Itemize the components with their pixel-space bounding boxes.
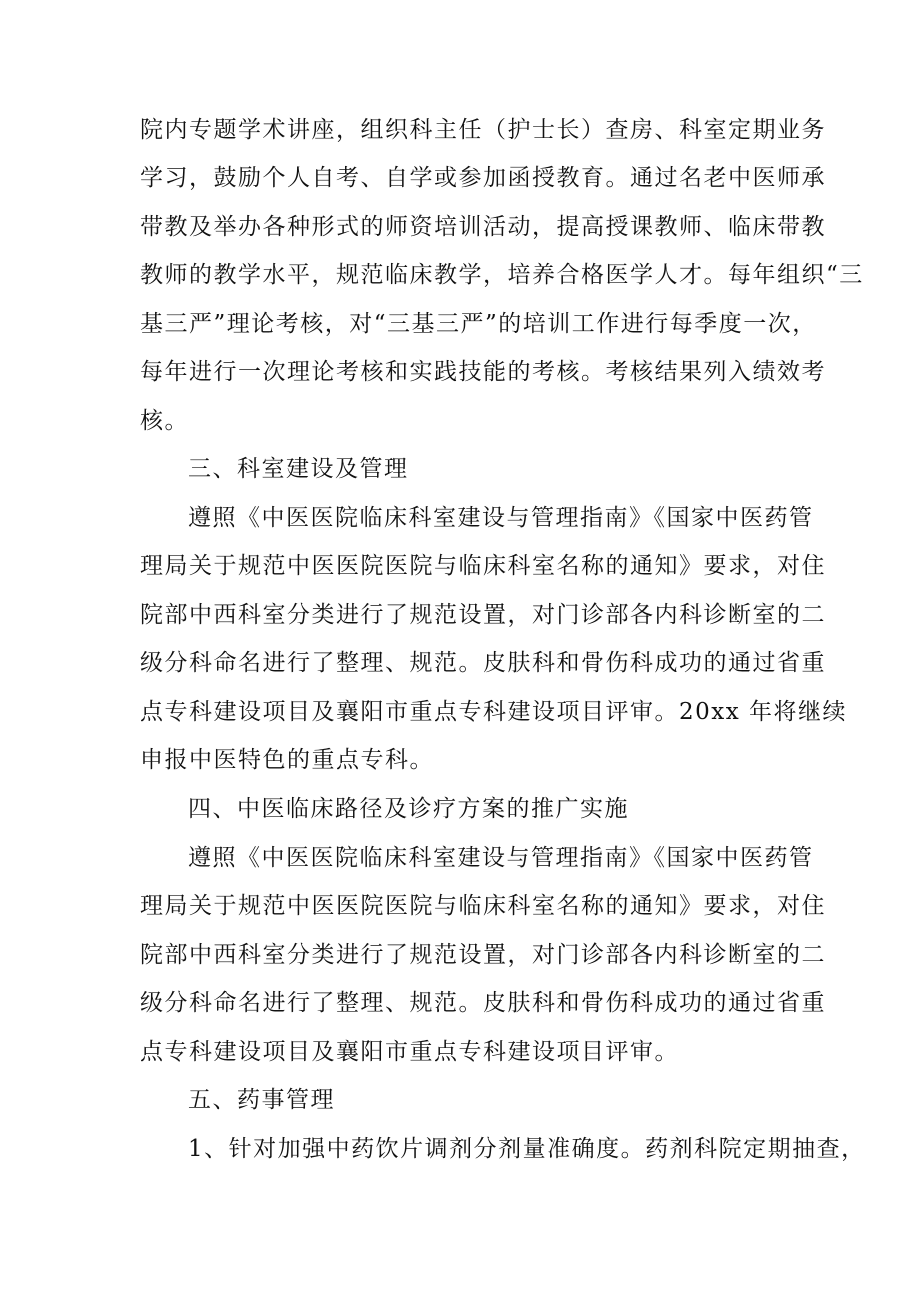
paragraph-line: 学习，鼓励个人自考、自学或参加函授教育。通过名老中医师承 <box>140 165 826 191</box>
section-heading: 五、药事管理 <box>188 1087 335 1113</box>
paragraph-line: 核。 <box>140 408 189 434</box>
paragraph-line: 点专科建设项目及襄阳市重点专科建设项目评审。20xx 年将继续 <box>140 699 848 725</box>
section-heading: 四、中医临床路径及诊疗方案的推广实施 <box>188 796 629 822</box>
paragraph-line: 1、针对加强中药饮片调剂分剂量准确度。药剂科院定期抽查， <box>188 1136 866 1162</box>
paragraph-line: 点专科建设项目及襄阳市重点专科建设项目评审。 <box>140 1039 679 1065</box>
paragraph-line: 院部中西科室分类进行了规范设置，对门诊部各内科诊断室的二 <box>140 602 826 628</box>
paragraph-line: 每年进行一次理论考核和实践技能的考核。考核结果列入绩效考 <box>140 359 826 385</box>
paragraph-line: 院内专题学术讲座，组织科主任（护士长）查房、科室定期业务 <box>140 117 826 143</box>
paragraph-line: 理局关于规范中医医院医院与临床科室名称的通知》要求，对住 <box>140 893 826 919</box>
paragraph-line: 教师的教学水平，规范临床教学，培养合格医学人才。每年组织“三 <box>140 262 864 288</box>
section-heading: 三、科室建设及管理 <box>188 456 409 482</box>
paragraph-line: 基三严”理论考核，对“三基三严”的培训工作进行每季度一次， <box>140 311 817 337</box>
paragraph-line: 申报中医特色的重点专科。 <box>140 747 434 773</box>
paragraph-line: 院部中西科室分类进行了规范设置，对门诊部各内科诊断室的二 <box>140 942 826 968</box>
paragraph-line: 级分科命名进行了整理、规范。皮肤科和骨伤科成功的通过省重 <box>140 650 826 676</box>
paragraph-line: 级分科命名进行了整理、规范。皮肤科和骨伤科成功的通过省重 <box>140 990 826 1016</box>
paragraph-line: 理局关于规范中医医院医院与临床科室名称的通知》要求，对住 <box>140 553 826 579</box>
paragraph-line: 带教及举办各种形式的师资培训活动，提高授课教师、临床带教 <box>140 214 826 240</box>
paragraph-line: 遵照《中医医院临床科室建设与管理指南》《国家中医药管 <box>188 505 814 531</box>
paragraph-line: 遵照《中医医院临床科室建设与管理指南》《国家中医药管 <box>188 845 814 871</box>
